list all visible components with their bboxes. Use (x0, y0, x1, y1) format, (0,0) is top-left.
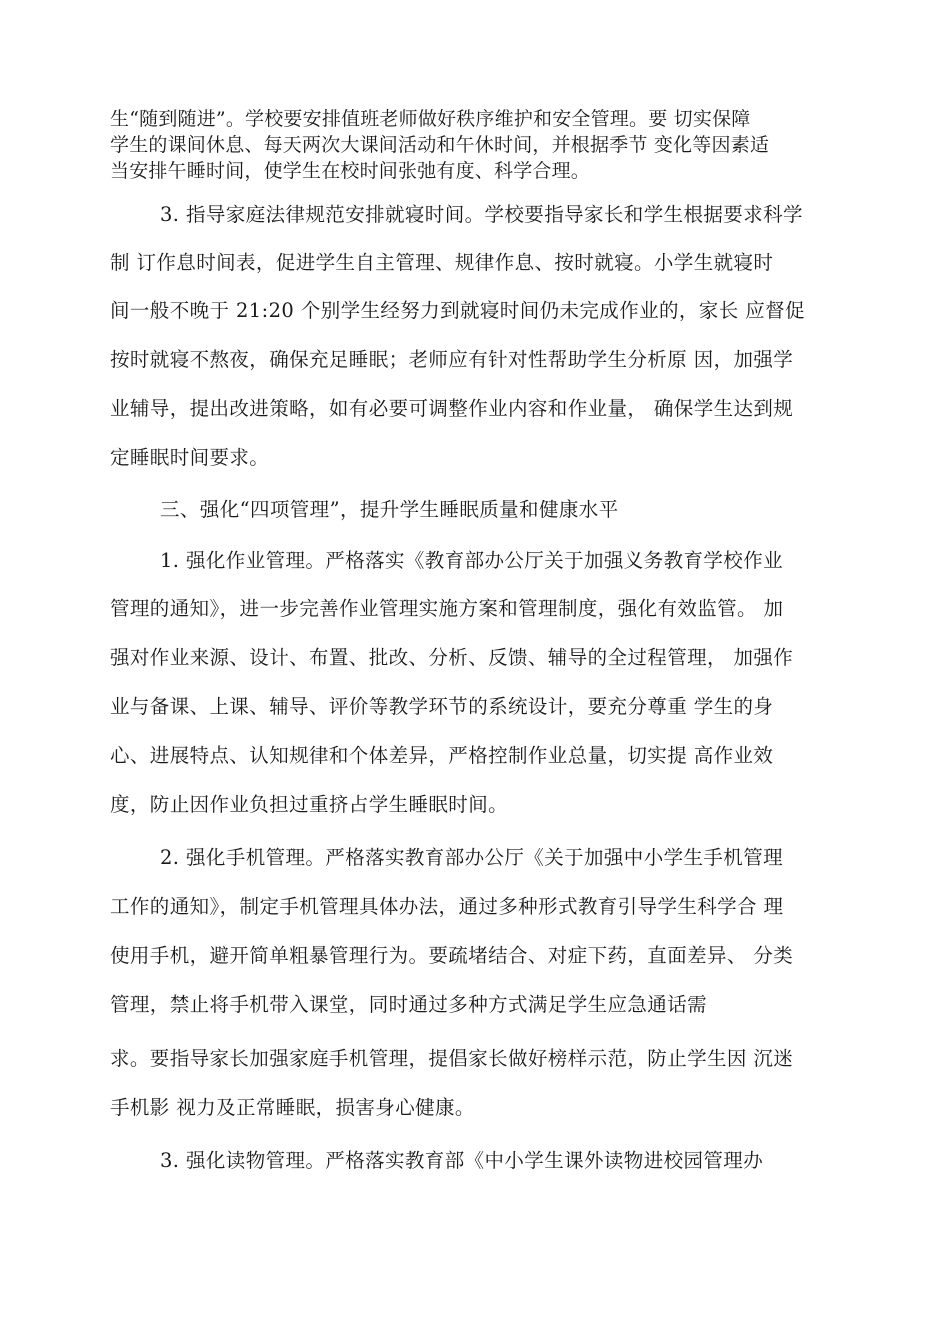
text-line: 按时就寝不熬夜，确保充足睡眠；老师应有针对性帮助学生分析原 因，加强学 (110, 348, 794, 371)
text-line: 业与备课、上课、辅导、评价等教学环节的系统设计，要充分尊重 学生的身 (110, 695, 774, 718)
text-line: 学生的课间休息、每天两次大课间活动和午休时间，并根据季节 变化等因素适 (110, 134, 770, 156)
text-line: 间一般不晚于 21:20 个别学生经努力到就寝时间仍未完成作业的，家长 应督促 (110, 299, 805, 322)
text-line: 工作的通知》，制定手机管理具体办法，通过多种形式教育引导学生科学合 理 (110, 895, 784, 918)
text-line: 1. 强化作业管理。严格落实《教育部办公厅关于加强义务教育学校作业 (160, 549, 784, 572)
text-line: 管理的通知》，进一步完善作业管理实施方案和管理制度，强化有效监管。 加 (110, 597, 784, 620)
text-line: 定睡眠时间要求。 (110, 446, 270, 469)
text-line: 2. 强化手机管理。严格落实教育部办公厅《关于加强中小学生手机管理 (160, 846, 784, 869)
text-line: 求。要指导家长加强家庭手机管理，提倡家长做好榜样示范，防止学生因 沉迷 (110, 1047, 794, 1070)
text-line: 3. 强化读物管理。严格落实教育部《中小学生课外读物进校园管理办 (160, 1149, 764, 1172)
text-line: 制 订作息时间表，促进学生自主管理、规律作息、按时就寝。小学生就寝时 (110, 251, 774, 274)
text-line: 心、进展特点、认知规律和个体差异，严格控制作业总量，切实提 高作业效 (110, 744, 774, 767)
text-line: 生“随到随进”。学校要安排值班老师做好秩序维护和安全管理。要 切实保障 (110, 108, 751, 130)
text-line: 强对作业来源、设计、布置、批改、分析、反馈、辅导的全过程管理， 加强作 (110, 646, 794, 669)
text-line: 当安排午睡时间，使学生在校时间张弛有度、科学合理。 (110, 160, 591, 182)
text-line: 管理，禁止将手机带入课堂，同时通过多种方式满足学生应急通话需 (110, 993, 708, 1016)
text-line: 使用手机，避开简单粗暴管理行为。要疏堵结合、对症下药，直面差异、 分类 (110, 944, 794, 967)
text-line: 手机影 视力及正常睡眠，损害身心健康。 (110, 1096, 475, 1119)
text-line: 3. 指导家庭法律规范安排就寝时间。学校要指导家长和学生根据要求科学 (160, 203, 803, 226)
text-line: 业辅导，提出改进策略，如有必要可调整作业内容和作业量， 确保学生达到规 (110, 397, 794, 420)
text-line: 度，防止因作业负担过重挤占学生睡眠时间。 (110, 793, 509, 816)
section-heading: 三、强化“四项管理”，提升学生睡眠质量和健康水平 (160, 498, 619, 521)
